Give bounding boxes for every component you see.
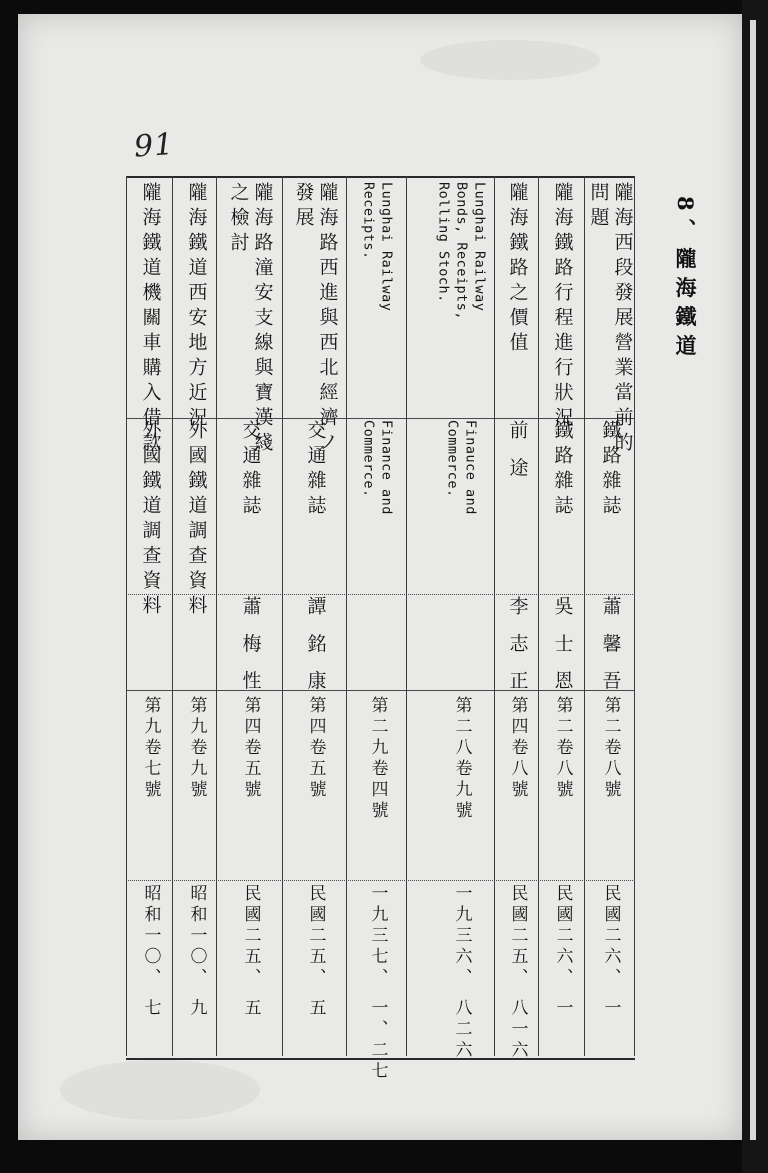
issue-number: 第四卷八號 <box>507 696 528 801</box>
article-title: Lunghai Railway Receipts. <box>360 182 395 312</box>
publication-date: 一九三七、 一、二七 <box>367 884 388 1083</box>
issue-number: 第四卷五號 <box>305 696 326 801</box>
article-title: 隴海路西進與西北經濟ノ 發展 <box>292 182 339 457</box>
article-title: 隴海鐵路之價值 <box>506 182 529 357</box>
publication-date: 民國二六、 一 <box>600 884 621 1020</box>
scan-smudge <box>60 1060 260 1120</box>
column-rule <box>346 176 347 1056</box>
table-row <box>588 176 632 1056</box>
publication-date: 昭和一〇、 七 <box>140 884 161 1020</box>
publication-date: 昭和一〇、 九 <box>186 884 207 1020</box>
article-title: Lunghai Railway Bonds, Receipts, Rolling Stoch. <box>435 182 488 321</box>
column-rule <box>282 176 283 1056</box>
issue-number: 第九卷七號 <box>140 696 161 801</box>
author-name: 李 志 正 <box>506 596 529 696</box>
article-title: 隴海西段發展營業當前的 問題 <box>587 182 634 457</box>
publication-date: 一九三六、 八二六 <box>451 884 472 1062</box>
journal-name: 交通雜誌 <box>239 420 262 520</box>
column-rule <box>406 176 407 1056</box>
issue-number: 第九卷九號 <box>186 696 207 801</box>
publication-date: 民國二五、 五 <box>305 884 326 1020</box>
column-rule <box>584 176 585 1056</box>
article-title: 隴海鐵道機關車購入借款 <box>139 182 162 457</box>
column-rule <box>634 176 635 1056</box>
article-title: 隴海路潼安支線與寶漢綫 之檢討 <box>227 182 274 457</box>
issue-number: 第二八卷九號 <box>451 696 472 822</box>
page-edge-strip <box>750 20 756 1140</box>
journal-name: Finance and Commerce. <box>360 420 395 515</box>
journal-name: 外國鐵道調查資料 <box>139 420 162 620</box>
issue-number: 第二九卷四號 <box>367 696 388 822</box>
journal-name: 前 途 <box>506 420 529 483</box>
issue-number: 第四卷五號 <box>240 696 261 801</box>
publication-date: 民國二六、 一 <box>552 884 573 1020</box>
table-row <box>428 176 494 1062</box>
table-row <box>290 176 340 1056</box>
table-row <box>174 176 218 1056</box>
table-row <box>495 176 539 1062</box>
issue-number: 第二卷八號 <box>600 696 621 801</box>
page-number: 91 <box>132 126 176 165</box>
scan-smudge <box>420 40 600 80</box>
journal-name: 鐵路雜誌 <box>599 420 622 520</box>
author-name: 蕭 馨 吾 <box>599 596 622 696</box>
table-row <box>352 176 402 1083</box>
section-title: 8、隴海鐵道 <box>673 196 698 364</box>
table-row <box>540 176 584 1056</box>
journal-name: 交通雜誌 <box>304 420 327 520</box>
column-rule <box>126 176 127 1056</box>
column-rule <box>172 176 173 1056</box>
publication-date: 民國二五、 五 <box>240 884 261 1020</box>
article-title: 隴海鐵道西安地方近況 <box>185 182 208 432</box>
author-name: 蕭 梅 性 <box>239 596 262 696</box>
adjacent-page-edge <box>742 0 768 1173</box>
table-row <box>128 176 172 1056</box>
journal-name: Finauce and Commerce. <box>444 420 479 515</box>
journal-name: 鐵路雜誌 <box>551 420 574 520</box>
issue-number: 第二卷八號 <box>552 696 573 801</box>
article-title: 隴海鐵路行程進行狀況 <box>551 182 574 432</box>
publication-date: 民國二五、 八一六 <box>507 884 528 1062</box>
author-name: 譚 銘 康 <box>304 596 327 696</box>
journal-name: 外國鐵道調查資料 <box>185 420 208 620</box>
table-row <box>224 176 276 1056</box>
author-name: 吳 士 恩 <box>551 596 574 696</box>
